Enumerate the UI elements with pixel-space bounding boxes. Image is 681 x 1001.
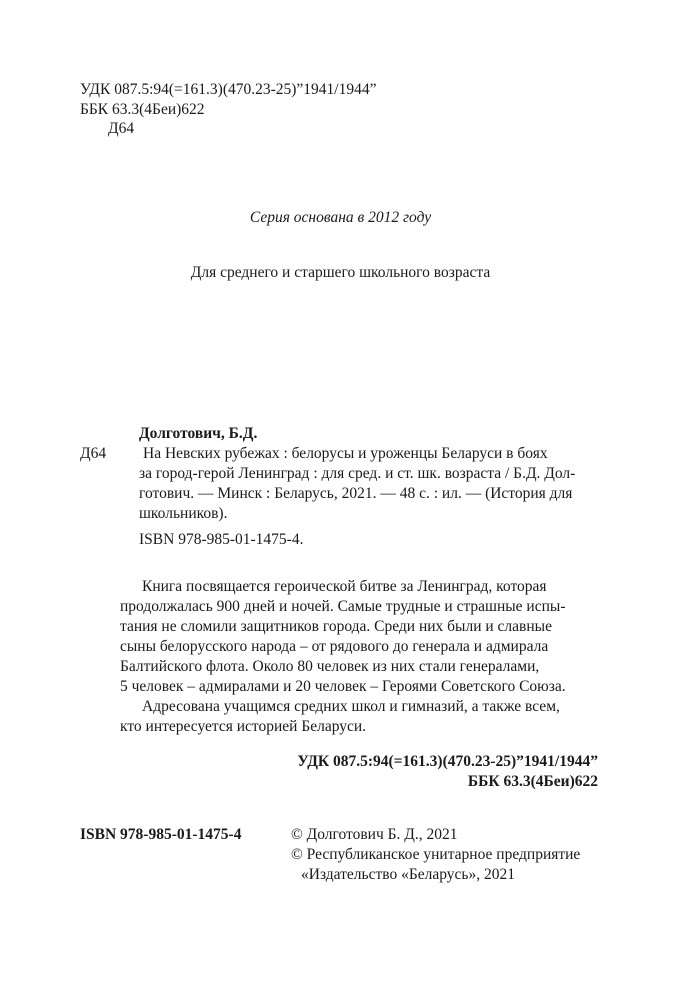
- annotation-line: Адресована учащимся средних школ и гимназий, а также всем,: [142, 698, 560, 715]
- bib-line: за город-герой Ленинград : для сред. и ст. шк. возраста / Б.Д. Дол-: [139, 465, 576, 482]
- copyright-author: © Долготович Б. Д., 2021: [291, 826, 458, 843]
- series-note: Серия основана в 2012 году: [249, 209, 432, 226]
- annotation-line: тания не сломили защитников города. Среди них были и славные: [120, 618, 552, 635]
- record-author-mark: Д64: [80, 445, 107, 462]
- author-mark: Д64: [108, 120, 135, 137]
- record-author: Долготович, Б.Д.: [139, 425, 258, 442]
- annotation: [120, 577, 566, 737]
- bbk-index-bottom: ББК 63.3(4Беи)622: [467, 773, 598, 790]
- copyright-publisher-name: «Издательство «Беларусь», 2021: [301, 866, 515, 883]
- copyright-publisher: © Республиканское унитарное предприятие: [291, 846, 581, 863]
- annotation-line: Книга посвящается героической битве за Ленинград, которая: [142, 578, 547, 595]
- classification-header: [80, 80, 377, 139]
- bib-line: готович. — Минск : Беларусь, 2021. — 48 с. : ил. — (История для: [139, 485, 573, 502]
- bibliographic-description: [139, 444, 599, 524]
- isbn-bottom: ISBN 978-985-01-1475-4: [80, 826, 242, 843]
- annotation-line: 5 человек – адмиралами и 20 человек – Героями Советского Союза.: [120, 678, 566, 695]
- annotation-line: сыны белорусского народа – от рядового до генерала и адмирала: [120, 638, 549, 655]
- bib-line: На Невских рубежах : белорусы и уроженцы Беларуси в боях: [143, 445, 548, 462]
- udk-index: УДК 087.5:94(=161.3)(470.23-25)”1941/1944”: [80, 81, 377, 98]
- age-note: Для среднего и старшего школьного возраста: [190, 264, 491, 281]
- udk-index-bottom: УДК 087.5:94(=161.3)(470.23-25)”1941/1944”: [297, 753, 598, 770]
- copyright-block: [291, 825, 580, 885]
- annotation-line: Балтийского флота. Около 80 человек из них стали генералами,: [120, 658, 540, 675]
- annotation-line: продолжалась 900 дней и ночей. Самые трудные и страшные испы-: [120, 598, 566, 615]
- record-isbn: ISBN 978-985-01-1475-4.: [139, 531, 304, 548]
- annotation-line: кто интересуется историей Беларуси.: [120, 718, 367, 735]
- classification-footer: [297, 752, 598, 792]
- bbk-index: ББК 63.3(4Беи)622: [80, 100, 205, 118]
- bib-line: школьников).: [139, 505, 228, 522]
